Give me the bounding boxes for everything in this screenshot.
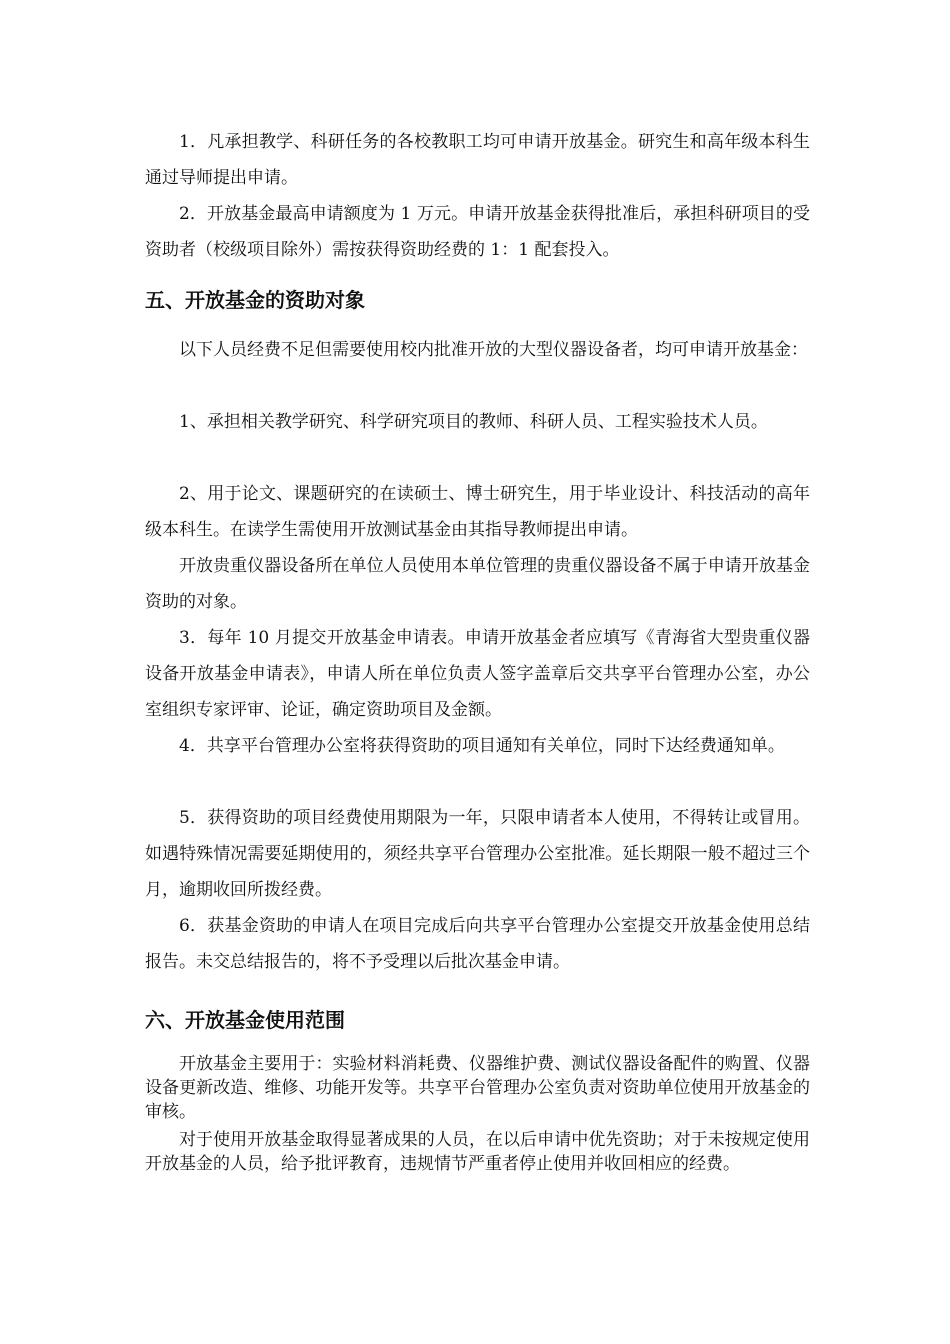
- paragraph-rewards-penalties: 对于使用开放基金取得显著成果的人员，在以后申请中优先资助；对于未按规定使用开放基金的人员，给予批评教育，违规情节严重者停止使用并收回相应的经费。: [145, 1130, 810, 1174]
- paragraph-summary-report: 6．获基金资助的申请人在项目完成后向共享平台管理办公室提交开放基金使用总结报告。未交总结报告的，将不予受理以后批次基金申请。: [145, 916, 810, 972]
- section-heading-five: 五、开放基金的资助对象: [145, 288, 365, 312]
- paragraph-exclusion-note: 开放贵重仪器设备所在单位人员使用本单位管理的贵重仪器设备不属于申请开放基金资助的对象。: [145, 556, 810, 612]
- paragraph-eligibility: 1．凡承担教学、科研任务的各校教职工均可申请开放基金。研究生和高年级本科生通过导师提出申请。: [145, 132, 810, 188]
- paragraph-funding-limit: 2．开放基金最高申请额度为 1 万元。申请开放基金获得批准后，承担科研项目的受资助者（校级项目除外）需按获得资助经费的 1：1 配套投入。: [145, 204, 810, 260]
- paragraph-target-students: 2、用于论文、课题研究的在读硕士、博士研究生，用于毕业设计、科技活动的高年级本科生。在读学生需使用开放测试基金由其指导教师提出申请。: [145, 484, 810, 540]
- paragraph-application-procedure: 3．每年 10 月提交开放基金申请表。申请开放基金者应填写《青海省大型贵重仪器设备开放基金申请表》，申请人所在单位负责人签字盖章后交共享平台管理办公室，办公室组织专家评审、论证，确定资助项目及金额。: [145, 628, 810, 720]
- paragraph-target-teachers: 1、承担相关教学研究、科学研究项目的教师、科研人员、工程实验技术人员。: [179, 412, 768, 432]
- paragraph-usage-period: 5．获得资助的项目经费使用期限为一年，只限申请者本人使用，不得转让或冒用。如遇特殊情况需要延期使用的，须经共享平台管理办公室批准。延长期限一般不超过三个月，逾期收回所拨经费。: [145, 808, 810, 900]
- paragraph-funding-targets-intro: 以下人员经费不足但需要使用校内批准开放的大型仪器设备者，均可申请开放基金：: [179, 340, 808, 360]
- paragraph-notification: 4．共享平台管理办公室将获得资助的项目通知有关单位，同时下达经费通知单。: [179, 736, 785, 756]
- paragraph-usage-scope: 开放基金主要用于：实验材料消耗费、仪器维护费、测试仪器设备配件的购置、仪器设备更新改造、维修、功能开发等。共享平台管理办公室负责对资助单位使用开放基金的审核。: [145, 1054, 810, 1122]
- section-heading-six: 六、开放基金使用范围: [145, 1008, 345, 1032]
